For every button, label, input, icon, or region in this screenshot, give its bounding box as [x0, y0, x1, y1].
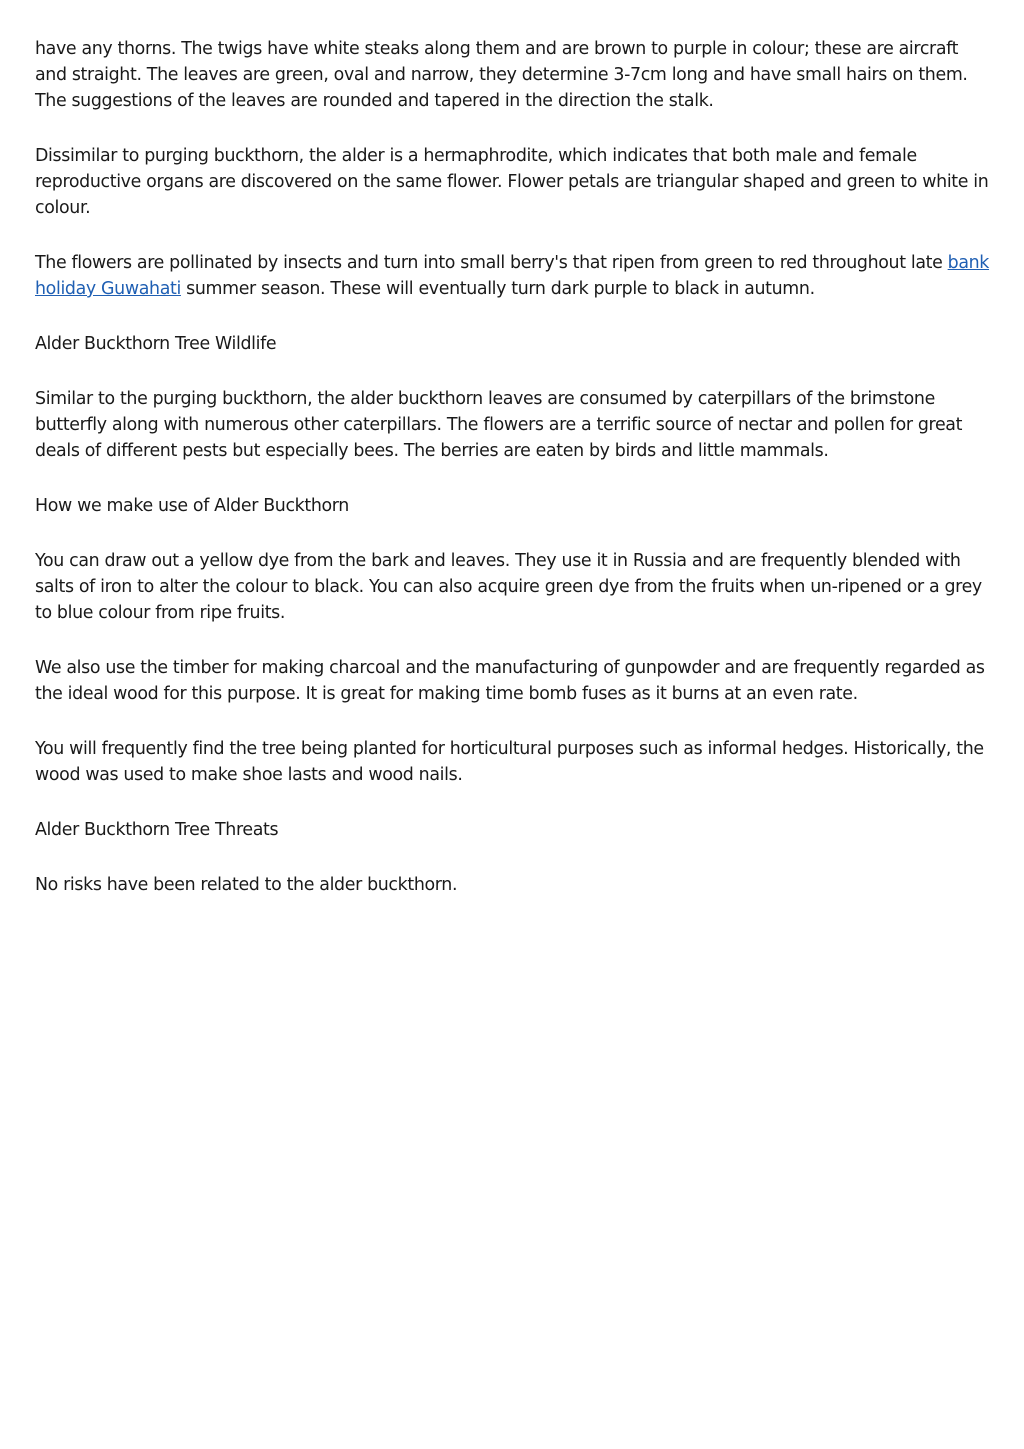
- article-body: [35, 36, 990, 927]
- paragraph-twigs-leaves: have any thorns. The twigs have white steaks along them and are brown to purple in colour; these are aircraft and straight. The leaves are green, oval and narrow, they determine 3-7cm long and have small hairs on them. The suggestions of the leaves are rounded and tapered in the direction the stalk.: [35, 39, 968, 111]
- heading-wildlife: Alder Buckthorn Tree Wildlife: [35, 334, 277, 354]
- heading-threats: Alder Buckthorn Tree Threats: [35, 820, 279, 840]
- paragraph-dye: You can draw out a yellow dye from the bark and leaves. They use it in Russia and are frequently blended with salts of iron to alter the colour to black. You can also acquire green dye from the fruits when un-ripened or a grey to blue colour from ripe fruits.: [35, 551, 982, 623]
- paragraph-pollination: [35, 250, 990, 302]
- paragraph-horticulture: You will frequently find the tree being planted for horticultural purposes such as informal hedges. Historically, the wood was used to make shoe lasts and wood nails.: [35, 739, 984, 785]
- bank-holiday-link[interactable]: bank holiday Guwahati: [35, 253, 990, 299]
- pollination-text-after: summer season. These will eventually turn dark purple to black in autumn.: [180, 279, 815, 299]
- paragraph-threats: No risks have been related to the alder buckthorn.: [35, 875, 458, 895]
- paragraph-wildlife: Similar to the purging buckthorn, the alder buckthorn leaves are consumed by caterpillars of the brimstone butterfly along with numerous other caterpillars. The flowers are a terrific source of nectar and pollen for great deals of different pests but especially bees. The berries are eaten by birds and little mammals.: [35, 389, 963, 461]
- heading-uses: How we make use of Alder Buckthorn: [35, 496, 349, 516]
- paragraph-charcoal: We also use the timber for making charcoal and the manufacturing of gunpowder and are frequently regarded as the ideal wood for this purpose. It is great for making time bomb fuses as it burns at an even rate.: [35, 658, 985, 704]
- pollination-text-before: The flowers are pollinated by insects and turn into small berry's that ripen from green to red throughout late: [35, 253, 948, 273]
- paragraph-flower-anatomy: Dissimilar to purging buckthorn, the alder is a hermaphrodite, which indicates that both male and female reproductive organs are discovered on the same flower. Flower petals are triangular shaped and green to white in colour.: [35, 146, 989, 218]
